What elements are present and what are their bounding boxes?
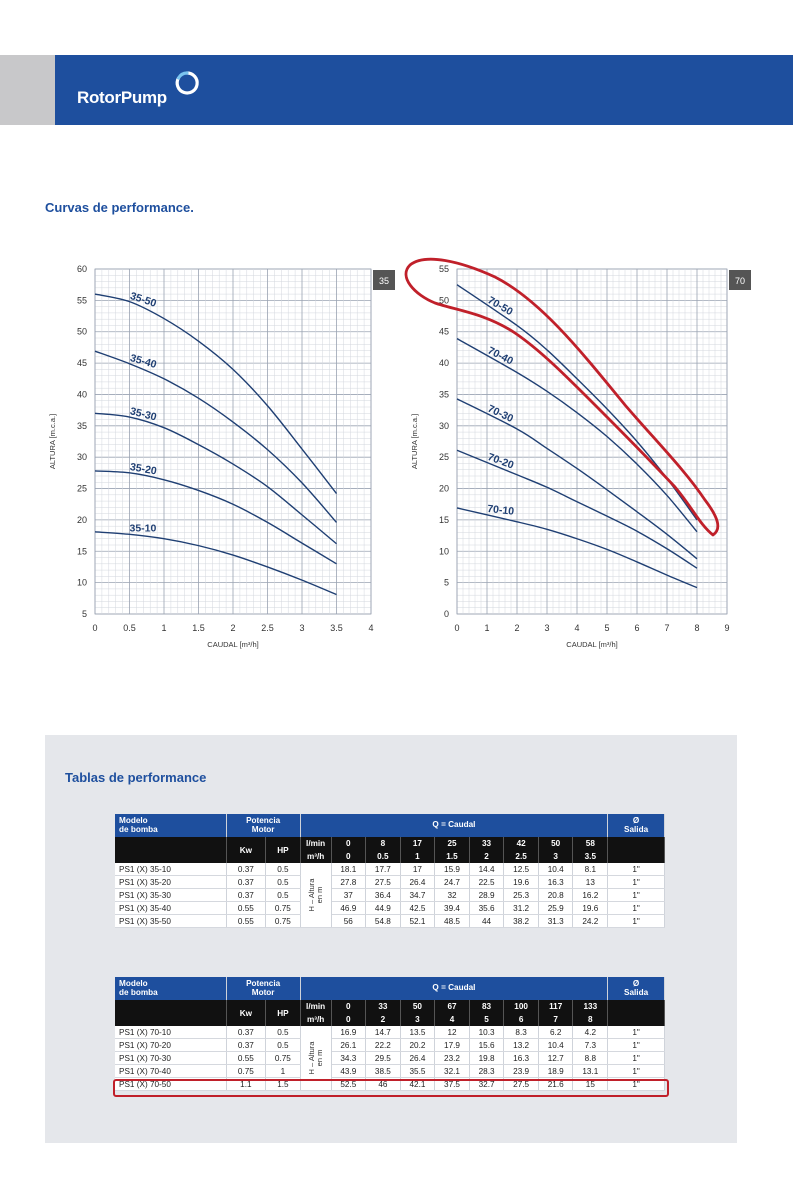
y-axis-label: ALTURA [m.c.a.]	[48, 413, 57, 470]
value-cell: 32.1	[435, 1065, 470, 1078]
value-cell: 12.5	[504, 863, 539, 876]
outlet-cell: 1"	[608, 902, 665, 915]
value-cell: 4.2	[573, 1026, 608, 1039]
value-cell: 18.1	[331, 863, 366, 876]
value-cell: 28.3	[469, 1065, 504, 1078]
model-cell: PS1 (X) 35-20	[115, 876, 226, 889]
header-outlet: Ø Salida	[608, 814, 665, 837]
performance-chart-35	[40, 255, 410, 655]
header-m3h-value: 1	[400, 850, 435, 863]
kw-cell: 0.37	[226, 1039, 266, 1052]
value-cell: 16.3	[504, 1052, 539, 1065]
header-m3h-value: 8	[573, 1013, 608, 1026]
y-tick-label: 25	[438, 452, 449, 463]
value-cell: 26.4	[400, 1052, 435, 1065]
outlet-cell: 1"	[608, 1052, 665, 1065]
value-cell: 19.6	[573, 902, 608, 915]
table-row	[115, 1039, 665, 1052]
value-cell: 20.2	[400, 1039, 435, 1052]
header-m3h-value: 2	[469, 850, 504, 863]
hp-cell: 0.75	[266, 902, 301, 915]
value-cell: 7.3	[573, 1039, 608, 1052]
x-tick-label: 0.5	[123, 623, 136, 633]
performance-table	[115, 977, 665, 1091]
value-cell: 22.5	[469, 876, 504, 889]
value-cell: 20.8	[538, 889, 573, 902]
header-unit-lmin: l/min	[300, 1000, 331, 1013]
header-m3h-value: 1.5	[435, 850, 470, 863]
header-power: Potencia Motor	[226, 814, 300, 837]
hp-cell: 1.5	[266, 1078, 301, 1091]
value-cell: 6.2	[538, 1026, 573, 1039]
series-label-70-40: 70-40	[485, 344, 516, 368]
series-label-35-10: 35-10	[129, 522, 157, 535]
value-cell: 24.7	[435, 876, 470, 889]
value-cell: 13.1	[573, 1065, 608, 1078]
y-tick-label: 10	[438, 546, 449, 557]
header-lmin-value: 33	[366, 1000, 401, 1013]
x-tick-label: 1	[484, 623, 490, 633]
y-tick-label: 40	[76, 389, 87, 400]
y-tick-label: 0	[443, 609, 449, 619]
value-cell: 16.2	[573, 889, 608, 902]
x-tick-label: 0	[92, 623, 98, 633]
value-cell: 15.6	[469, 1039, 504, 1052]
value-cell: 15.9	[435, 863, 470, 876]
series-label-35-40: 35-40	[128, 352, 158, 372]
header-lmin-value: 100	[504, 1000, 539, 1013]
y-tick-label: 15	[76, 546, 87, 557]
y-tick-label: 30	[76, 452, 87, 463]
y-axis-label: ALTURA [m.c.a.]	[410, 413, 419, 470]
value-cell: 34.3	[331, 1052, 366, 1065]
table-row	[115, 863, 665, 876]
kw-cell: 0.37	[226, 863, 266, 876]
outlet-cell: 1"	[608, 889, 665, 902]
highlight-annotation-row	[113, 1079, 669, 1097]
outlet-cell: 1"	[608, 1039, 665, 1052]
header-blank	[115, 1000, 226, 1026]
header-outlet: Ø Salida	[608, 977, 665, 1000]
header-m3h-value: 2.5	[504, 850, 539, 863]
x-tick-label: 1.5	[192, 623, 205, 633]
header-blank	[115, 837, 226, 863]
header-unit-m3h: m³/h	[300, 1013, 331, 1026]
header-lmin-value: 0	[331, 1000, 366, 1013]
y-tick-label: 55	[438, 264, 449, 274]
header-flow: Q = Caudal	[300, 977, 608, 1000]
value-cell: 23.2	[435, 1052, 470, 1065]
header-lmin-value: 50	[400, 1000, 435, 1013]
brand-logo-icon	[174, 70, 200, 96]
y-tick-label: 55	[76, 295, 87, 306]
kw-cell: 0.75	[226, 1065, 266, 1078]
header-power: Potencia Motor	[226, 977, 300, 1000]
header-lmin-value: 0	[331, 837, 366, 850]
value-cell: 27.5	[504, 1078, 539, 1091]
header-model: Modelo de bomba	[115, 814, 226, 837]
x-tick-label: 6	[634, 623, 640, 633]
header-m3h-value: 2	[366, 1013, 401, 1026]
value-cell: 26.4	[400, 876, 435, 889]
model-cell: PS1 (X) 35-50	[115, 915, 226, 928]
x-tick-label: 3.5	[330, 623, 343, 633]
model-cell: PS1 (X) 70-50	[115, 1078, 226, 1091]
header-lmin-value: 42	[504, 837, 539, 850]
header-blank	[608, 837, 665, 863]
outlet-cell: 1"	[608, 1078, 665, 1091]
x-tick-label: 4	[574, 623, 580, 633]
y-tick-label: 15	[438, 514, 449, 525]
series-label-70-20: 70-20	[485, 451, 516, 472]
model-cell: PS1 (X) 35-10	[115, 863, 226, 876]
hp-cell: 0.5	[266, 1039, 301, 1052]
value-cell: 17.9	[435, 1039, 470, 1052]
series-label-70-30: 70-30	[485, 402, 516, 425]
y-tick-label: 20	[438, 483, 449, 494]
hp-cell: 1	[266, 1065, 301, 1078]
value-cell: 54.8	[366, 915, 401, 928]
series-label-35-20: 35-20	[128, 461, 158, 478]
plot-area	[457, 269, 727, 614]
value-cell: 25.3	[504, 889, 539, 902]
value-cell: 27.5	[366, 876, 401, 889]
y-tick-label: 45	[438, 326, 449, 337]
value-cell: 37.5	[435, 1078, 470, 1091]
value-cell: 10.4	[538, 863, 573, 876]
header-lmin-value: 50	[538, 837, 573, 850]
value-cell: 42.5	[400, 902, 435, 915]
x-tick-label: 2	[230, 623, 236, 633]
grid	[95, 269, 371, 614]
x-axis-label: CAUDAL [m³/h]	[566, 640, 618, 649]
chart-badge-label: 70	[734, 276, 746, 286]
value-cell: 38.2	[504, 915, 539, 928]
value-cell: 28.9	[469, 889, 504, 902]
value-cell: 16.3	[538, 876, 573, 889]
value-cell: 22.2	[366, 1039, 401, 1052]
model-cell: PS1 (X) 70-40	[115, 1065, 226, 1078]
table-row	[115, 902, 665, 915]
header-m3h-value: 0.5	[366, 850, 401, 863]
header-lmin-value: 117	[538, 1000, 573, 1013]
performance-table	[115, 814, 665, 928]
series-label-35-50: 35-50	[128, 290, 158, 310]
x-tick-label: 2.5	[261, 623, 274, 633]
table-row	[115, 1065, 665, 1078]
value-cell: 32	[435, 889, 470, 902]
table-row	[115, 889, 665, 902]
curves-section-title: Curvas de performance.	[45, 200, 194, 215]
x-tick-label: 2	[514, 623, 520, 633]
value-cell: 29.5	[366, 1052, 401, 1065]
x-tick-label: 4	[368, 623, 374, 633]
value-cell: 35.5	[400, 1065, 435, 1078]
y-tick-label: 35	[76, 420, 87, 431]
value-cell: 18.9	[538, 1065, 573, 1078]
y-tick-label: 50	[76, 326, 87, 337]
y-tick-label: 45	[76, 358, 87, 369]
model-cell: PS1 (X) 70-10	[115, 1026, 226, 1039]
value-cell: 43.9	[331, 1065, 366, 1078]
value-cell: 19.8	[469, 1052, 504, 1065]
header-lmin-value: 58	[573, 837, 608, 850]
header-m3h-value: 4	[435, 1013, 470, 1026]
kw-cell: 0.55	[226, 1052, 266, 1065]
value-cell: 31.2	[504, 902, 539, 915]
header-m3h-value: 3	[400, 1013, 435, 1026]
series-label-70-50: 70-50	[485, 294, 515, 319]
height-axis-label-text: H – Altura en m	[306, 1041, 324, 1075]
header-model: Modelo de bomba	[115, 977, 226, 1000]
series-label-35-30: 35-30	[128, 405, 158, 424]
kw-cell: 0.37	[226, 876, 266, 889]
kw-cell: 0.55	[226, 915, 266, 928]
y-tick-label: 35	[438, 389, 449, 400]
table-row	[115, 1052, 665, 1065]
x-tick-label: 5	[604, 623, 610, 633]
outlet-cell: 1"	[608, 915, 665, 928]
model-cell: PS1 (X) 35-30	[115, 889, 226, 902]
header-kw: Kw	[226, 837, 266, 863]
x-tick-label: 3	[544, 623, 550, 633]
value-cell: 25.9	[538, 902, 573, 915]
value-cell: 42.1	[400, 1078, 435, 1091]
height-axis-label	[300, 863, 331, 928]
value-cell: 31.3	[538, 915, 573, 928]
value-cell: 26.1	[331, 1039, 366, 1052]
value-cell: 37	[331, 889, 366, 902]
header-side-block	[0, 55, 55, 125]
table-row	[115, 915, 665, 928]
value-cell: 52.5	[331, 1078, 366, 1091]
outlet-cell: 1"	[608, 863, 665, 876]
header-blank	[608, 1000, 665, 1026]
value-cell: 44	[469, 915, 504, 928]
value-cell: 15	[573, 1078, 608, 1091]
header-kw: Kw	[226, 1000, 266, 1026]
header-m3h-value: 6	[504, 1013, 539, 1026]
value-cell: 24.2	[573, 915, 608, 928]
value-cell: 46	[366, 1078, 401, 1091]
value-cell: 44.9	[366, 902, 401, 915]
header-m3h-value: 0	[331, 850, 366, 863]
model-cell: PS1 (X) 70-30	[115, 1052, 226, 1065]
header-lmin-value: 67	[435, 1000, 470, 1013]
brand-logo-text: RotorPump	[77, 88, 167, 107]
y-tick-label: 40	[438, 358, 449, 369]
x-tick-label: 0	[454, 623, 460, 633]
kw-cell: 0.37	[226, 1026, 266, 1039]
hp-cell: 0.5	[266, 876, 301, 889]
height-axis-label-text: H – Altura en m	[306, 878, 324, 912]
value-cell: 38.5	[366, 1065, 401, 1078]
model-cell: PS1 (X) 70-20	[115, 1039, 226, 1052]
header-m3h-value: 3	[538, 850, 573, 863]
value-cell: 10.3	[469, 1026, 504, 1039]
header-lmin-value: 8	[366, 837, 401, 850]
value-cell: 52.1	[400, 915, 435, 928]
x-axis-label: CAUDAL [m³/h]	[207, 640, 259, 649]
x-tick-label: 8	[694, 623, 700, 633]
value-cell: 34.7	[400, 889, 435, 902]
value-cell: 27.8	[331, 876, 366, 889]
value-cell: 10.4	[538, 1039, 573, 1052]
header-unit-lmin: l/min	[300, 837, 331, 850]
value-cell: 14.7	[366, 1026, 401, 1039]
value-cell: 13	[573, 876, 608, 889]
y-tick-label: 25	[76, 483, 87, 494]
value-cell: 8.8	[573, 1052, 608, 1065]
y-tick-label: 20	[76, 514, 87, 525]
header-lmin-value: 33	[469, 837, 504, 850]
header-lmin-value: 17	[400, 837, 435, 850]
value-cell: 56	[331, 915, 366, 928]
outlet-cell: 1"	[608, 1026, 665, 1039]
value-cell: 39.4	[435, 902, 470, 915]
header-hp: HP	[266, 1000, 301, 1026]
value-cell: 36.4	[366, 889, 401, 902]
value-cell: 12	[435, 1026, 470, 1039]
header-flow: Q = Caudal	[300, 814, 608, 837]
value-cell: 13.2	[504, 1039, 539, 1052]
header-lmin-value: 83	[469, 1000, 504, 1013]
hp-cell: 0.75	[266, 1052, 301, 1065]
hp-cell: 0.5	[266, 889, 301, 902]
header-unit-m3h: m³/h	[300, 850, 331, 863]
series-label-70-10: 70-10	[486, 502, 515, 518]
header-m3h-value: 7	[538, 1013, 573, 1026]
value-cell: 48.5	[435, 915, 470, 928]
chart-badge-label: 35	[378, 276, 390, 286]
value-cell: 17	[400, 863, 435, 876]
kw-cell: 1.1	[226, 1078, 266, 1091]
value-cell: 21.6	[538, 1078, 573, 1091]
value-cell: 19.6	[504, 876, 539, 889]
header-m3h-value: 3.5	[573, 850, 608, 863]
kw-cell: 0.37	[226, 889, 266, 902]
kw-cell: 0.55	[226, 902, 266, 915]
table-row	[115, 1026, 665, 1039]
hp-cell: 0.5	[266, 1026, 301, 1039]
header-m3h-value: 0	[331, 1013, 366, 1026]
hp-cell: 0.75	[266, 915, 301, 928]
model-cell: PS1 (X) 35-40	[115, 902, 226, 915]
y-tick-label: 60	[76, 264, 87, 274]
value-cell: 23.9	[504, 1065, 539, 1078]
header-lmin-value: 25	[435, 837, 470, 850]
value-cell: 12.7	[538, 1052, 573, 1065]
y-tick-label: 50	[438, 295, 449, 306]
table-row	[115, 876, 665, 889]
performance-chart-70	[400, 255, 770, 655]
x-tick-label: 3	[299, 623, 305, 633]
hp-cell: 0.5	[266, 863, 301, 876]
header-hp: HP	[266, 837, 301, 863]
value-cell: 32.7	[469, 1078, 504, 1091]
value-cell: 8.1	[573, 863, 608, 876]
outlet-cell: 1"	[608, 1065, 665, 1078]
x-tick-label: 7	[664, 623, 670, 633]
value-cell: 13.5	[400, 1026, 435, 1039]
value-cell: 46.9	[331, 902, 366, 915]
value-cell: 8.3	[504, 1026, 539, 1039]
value-cell: 17.7	[366, 863, 401, 876]
x-tick-label: 1	[161, 623, 167, 633]
x-tick-label: 9	[724, 623, 730, 633]
y-tick-label: 30	[438, 420, 449, 431]
y-tick-label: 5	[443, 577, 449, 588]
value-cell: 16.9	[331, 1026, 366, 1039]
value-cell: 14.4	[469, 863, 504, 876]
tables-section-title: Tablas de performance	[65, 770, 207, 785]
y-tick-label: 5	[81, 609, 87, 619]
value-cell: 35.6	[469, 902, 504, 915]
outlet-cell: 1"	[608, 876, 665, 889]
y-tick-label: 10	[76, 577, 87, 588]
header-lmin-value: 133	[573, 1000, 608, 1013]
header-m3h-value: 5	[469, 1013, 504, 1026]
